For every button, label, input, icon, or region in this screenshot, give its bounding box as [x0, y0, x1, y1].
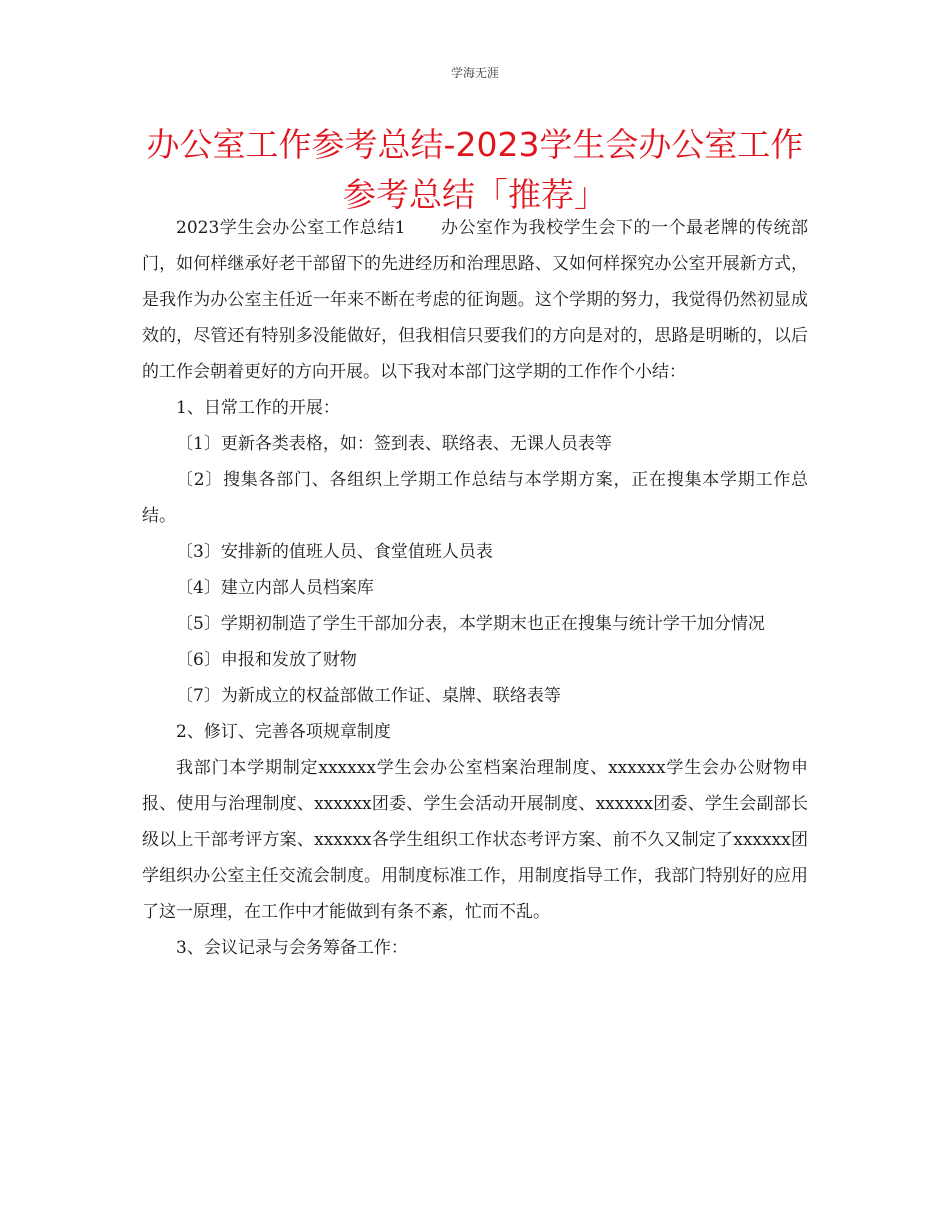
document-title: 办公室工作参考总结-2023学生会办公室工作参考总结「推荐」 — [146, 125, 804, 214]
list-item-1: 〔1〕更新各类表格，如：签到表、联络表、无课人员表等 — [176, 434, 612, 454]
paragraph-intro: 2023学生会办公室工作总结1 办公室作为我校学生会下的一个最老牌的传统部门，如何样继承好老干部留下的先进经历和治理思路、又如何样探究办公室开展新方式，是我作为办公室主任近一年来不断在考虑的征询题。这个学期的努力，我觉得仍然初显成效的，尽管还有特别多没能做好，但我相信只要我们的方向是对的，思路是明晰的，以后的工作会朝着更好的方向开展。以下我对本部门这学期的工作作个小结： — [142, 218, 808, 382]
list-item-3: 〔3〕安排新的值班人员、食堂值班人员表 — [176, 542, 493, 562]
page-header: 学海无涯 — [450, 66, 499, 80]
list-item-7: 〔7〕为新成立的权益部做工作证、桌牌、联络表等 — [176, 686, 561, 706]
list-item-2: 〔2〕搜集各部门、各组织上学期工作总结与本学期方案，正在搜集本学期工作总结。 — [142, 470, 808, 526]
section-heading-1: 1、日常工作的开展： — [176, 398, 340, 418]
list-item-5: 〔5〕学期初制造了学生干部加分表，本学期末也正在搜集与统计学干加分情况 — [176, 614, 765, 634]
paragraph-rules: 我部门本学期制定xxxxxx学生会办公室档案治理制度、xxxxxx学生会办公财物申报、使用与治理制度、xxxxxx团委、学生会活动开展制度、xxxxxx团委、学生会副部长级以上干部考评方案、xxxxxx各学生组织工作状态考评方案、前不久又制定了xxxxxx团学组织办公室主任交流会制度。用制度标准工作，用制度指导工作，我部门特别好的应用了这一原理，在工作中才能做到有条不紊，忙而不乱。 — [142, 758, 808, 922]
section-heading-3: 3、会议记录与会务筹备工作： — [176, 938, 408, 958]
list-item-4: 〔4〕建立内部人员档案库 — [176, 578, 374, 598]
list-item-6: 〔6〕申报和发放了财物 — [176, 650, 357, 670]
document-body — [142, 210, 808, 966]
section-heading-2: 2、修订、完善各项规章制度 — [176, 722, 391, 742]
